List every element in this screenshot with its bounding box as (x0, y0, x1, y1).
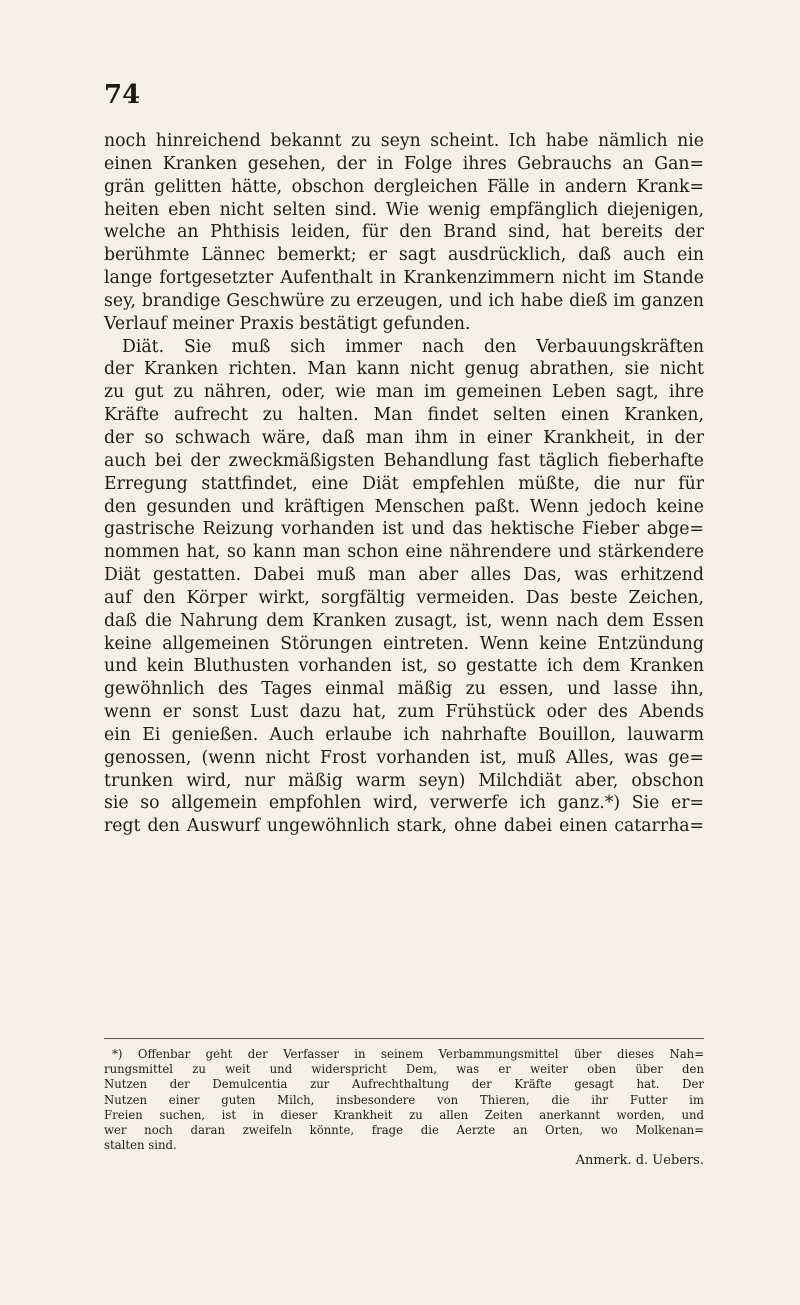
body-line: sie so allgemein empfohlen wird, verwerfe ich ganz.*) Sie er= (104, 793, 704, 814)
body-line: sey, brandige Geschwüre zu erzeugen, und ich habe dieß im ganzen (104, 290, 704, 311)
body-line: und kein Bluthusten vorhanden ist, so gestatte ich dem Kranken (104, 656, 704, 677)
body-line: einen Kranken gesehen, der in Folge ihres Gebrauchs an Gan= (104, 153, 704, 174)
body-line: ein Ei genießen. Auch erlaube ich nahrhafte Bouillon, lauwarm (104, 724, 704, 745)
body-line: nommen hat, so kann man schon eine nährendere und stärkendere (104, 542, 704, 563)
body-line: noch hinreichend bekannt zu seyn scheint. Ich habe nämlich nie (104, 131, 704, 151)
footnote-line: Freien suchen, ist in dieser Krankheit zu allen Zeiten anerkannt worden, und (104, 1107, 704, 1122)
body-line: trunken wird, nur mäßig warm seyn) Milchdiät aber, obschon (104, 770, 704, 791)
footnote-line: *) Offenbar geht der Verfasser in seinem Verbammungsmittel über dieses Nah= (112, 1047, 704, 1061)
footnote-line: rungsmittel zu weit und widerspricht Dem, was er weiter oben über den (104, 1062, 704, 1077)
page-number: 74 (104, 80, 141, 110)
footnote-line: stalten sind. (104, 1138, 177, 1153)
body-line: der Kranken richten. Man kann nicht genug abrathen, sie nicht (104, 359, 704, 380)
footnote-line: wer noch daran zweifeln könnte, frage die Aerzte an Orten, wo Molkenan= (104, 1123, 704, 1138)
body-line: lange fortgesetzter Aufenthalt in Krankenzimmern nicht im Stande (104, 268, 704, 289)
body-line: der so schwach wäre, daß man ihm in einer Krankheit, in der (104, 427, 704, 448)
body-line: grän gelitten hätte, obschon dergleichen Fälle in andern Krank= (104, 176, 704, 197)
body-line: Verlauf meiner Praxis bestätigt gefunden. (104, 313, 471, 334)
body-line: Kräfte aufrecht zu halten. Man findet selten einen Kranken, (104, 405, 704, 426)
footnote-signature-row (104, 1153, 704, 1169)
footnote-divider (104, 1038, 704, 1039)
body-line: wenn er sonst Lust dazu hat, zum Frühstück oder des Abends (104, 702, 704, 723)
body-line: gewöhnlich des Tages einmal mäßig zu essen, und lasse ihn, (104, 679, 704, 700)
body-line: keine allgemeinen Störungen eintreten. Wenn keine Entzündung (104, 633, 704, 654)
body-line: daß die Nahrung dem Kranken zusagt, ist, wenn nach dem Essen (104, 610, 704, 631)
footnote-line: Nutzen der Demulcentia zur Aufrechthaltung der Kräfte gesagt hat. Der (104, 1077, 704, 1092)
body-line: auf den Körper wirkt, sorgfältig vermeiden. Das beste Zeichen, (104, 587, 704, 608)
body-line: genossen, (wenn nicht Frost vorhanden ist, muß Alles, was ge= (104, 747, 704, 768)
footnote (104, 1047, 704, 1169)
footnote-signature: Anmerk. d. Uebers. (575, 1153, 704, 1169)
body-line: heiten eben nicht selten sind. Wie wenig empfänglich diejenigen, (104, 199, 704, 220)
body-line: zu gut zu nähren, oder, wie man im gemeinen Leben sagt, ihre (104, 382, 704, 403)
body-line: Erregung stattfindet, eine Diät empfehlen müßte, die nur für (104, 473, 704, 494)
body-line: den gesunden und kräftigen Menschen paßt. Wenn jedoch keine (104, 496, 704, 517)
body-line: welche an Phthisis leiden, für den Brand sind, hat bereits der (104, 222, 704, 243)
footnote-line: Nutzen einer guten Milch, insbesondere von Thieren, die ihr Futter im (104, 1092, 704, 1107)
body-line: Diät. Sie muß sich immer nach den Verbauungskräften (122, 336, 704, 357)
body-line: Diät gestatten. Dabei muß man aber alles Das, was erhitzend (104, 565, 704, 586)
body-line: gastrische Reizung vorhanden ist und das hektische Fieber abge= (104, 519, 704, 540)
body-text (104, 130, 704, 838)
body-line: regt den Auswurf ungewöhnlich stark, ohne dabei einen catarrha= (104, 816, 704, 837)
body-line: auch bei der zweckmäßigsten Behandlung fast täglich fieberhafte (104, 450, 704, 471)
body-line: berühmte Lännec bemerkt; er sagt ausdrücklich, daß auch ein (104, 245, 704, 266)
